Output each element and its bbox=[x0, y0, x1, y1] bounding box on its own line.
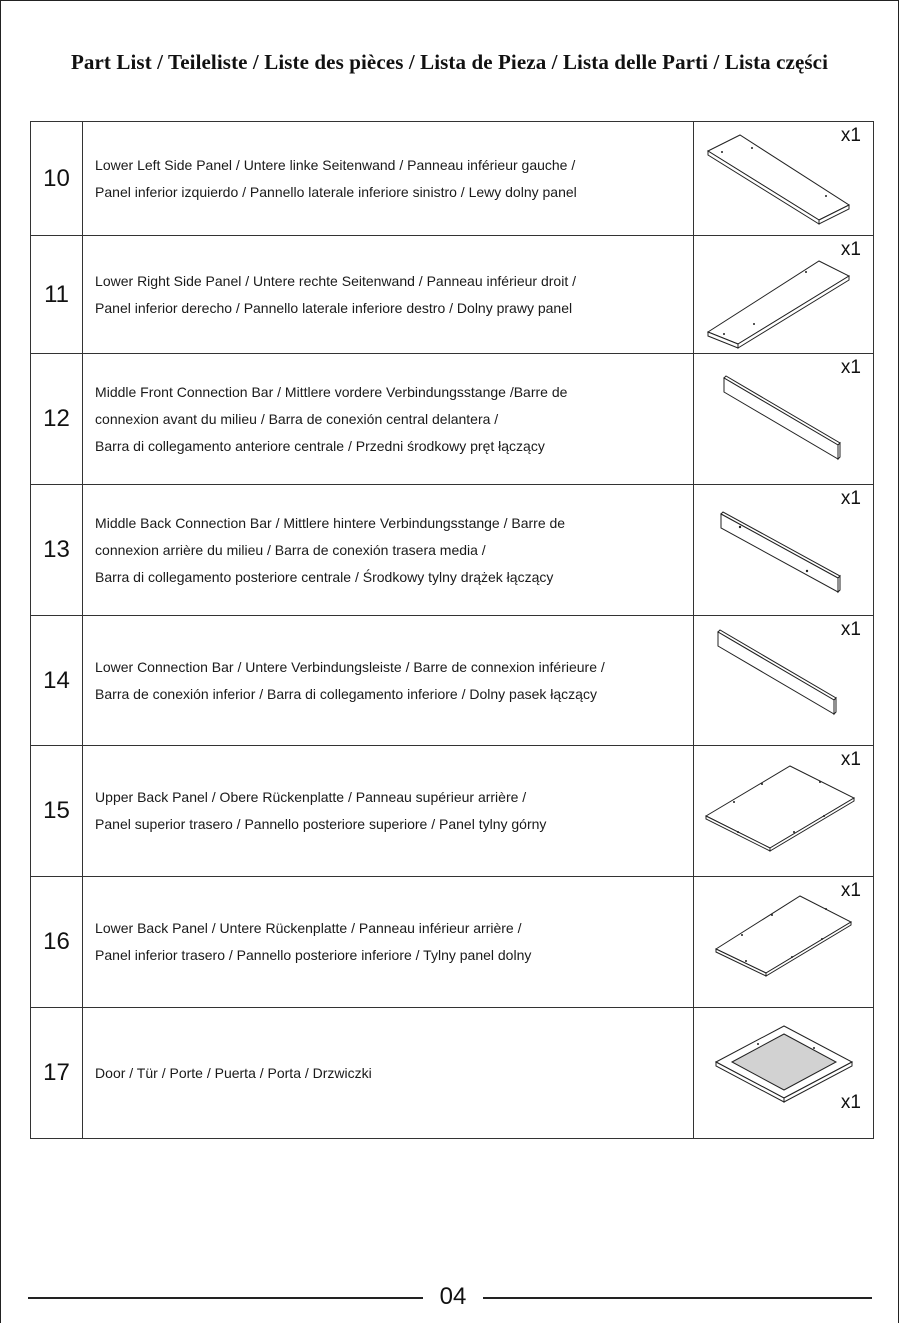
part-description: Lower Connection Bar / Untere Verbindungsleiste / Barre de connexion inférieure / Barra de conexión inferior / Barra di collegamento inferiore / Dolny pasek łączący bbox=[83, 616, 694, 746]
part-quantity: x1 bbox=[840, 239, 861, 260]
part-description: Door / Tür / Porte / Puerta / Porta / Drzwiczki bbox=[83, 1008, 694, 1139]
part-illustration-cell bbox=[693, 746, 873, 877]
part-description: Middle Front Connection Bar / Mittlere vordere Verbindungsstange /Barre de connexion avant du milieu / Barra de conexión central delantera / Barra di collegamento anteriore centrale / Przedni środkowy pręt łączący bbox=[83, 354, 694, 485]
table-row bbox=[31, 1008, 874, 1139]
door-panel-icon bbox=[694, 1008, 874, 1138]
part-description: Lower Left Side Panel / Untere linke Seitenwand / Panneau inférieur gauche / Panel inferior izquierdo / Pannello laterale inferiore sinistro / Lewy dolny panel bbox=[83, 122, 694, 236]
part-number: 13 bbox=[31, 485, 83, 616]
part-quantity: x1 bbox=[840, 488, 861, 509]
page-number: 04 bbox=[439, 1283, 467, 1310]
part-quantity: x1 bbox=[840, 357, 861, 378]
part-quantity: x1 bbox=[840, 619, 861, 640]
table-row bbox=[31, 746, 874, 877]
page-footer bbox=[28, 1283, 872, 1313]
footer-rule-left bbox=[28, 1297, 423, 1299]
part-number: 15 bbox=[31, 746, 83, 877]
part-description: Upper Back Panel / Obere Rückenplatte / Panneau supérieur arrière / Panel superior trasero / Pannello posteriore superiore / Panel tylny górny bbox=[83, 746, 694, 877]
parts-table bbox=[30, 121, 874, 1139]
part-illustration-cell bbox=[693, 485, 873, 616]
table-row bbox=[31, 354, 874, 485]
part-number: 17 bbox=[31, 1008, 83, 1139]
part-illustration-cell bbox=[693, 354, 873, 485]
part-illustration-cell bbox=[693, 122, 873, 236]
part-description: Lower Right Side Panel / Untere rechte Seitenwand / Panneau inférieur droit / Panel inferior derecho / Pannello laterale inferiore destro / Dolny prawy panel bbox=[83, 236, 694, 354]
part-illustration-cell bbox=[693, 1008, 873, 1139]
part-illustration-cell bbox=[693, 236, 873, 354]
page-title: Part List / Teileliste / Liste des pièces / Lista de Pieza / Lista delle Parti / Lista części bbox=[70, 50, 828, 74]
part-quantity: x1 bbox=[840, 880, 861, 901]
table-row bbox=[31, 877, 874, 1008]
part-quantity: x1 bbox=[840, 749, 861, 770]
part-number: 10 bbox=[31, 122, 83, 236]
part-number: 14 bbox=[31, 616, 83, 746]
table-row bbox=[31, 236, 874, 354]
part-illustration-cell bbox=[693, 616, 873, 746]
part-number: 11 bbox=[31, 236, 83, 354]
part-number: 12 bbox=[31, 354, 83, 485]
part-quantity: x1 bbox=[840, 125, 861, 146]
part-description: Lower Back Panel / Untere Rückenplatte / Panneau inférieur arrière / Panel inferior trasero / Pannello posteriore inferiore / Tylny panel dolny bbox=[83, 877, 694, 1008]
part-description: Middle Back Connection Bar / Mittlere hintere Verbindungsstange / Barre de connexion arrière du milieu / Barra de conexión trasera media / Barra di collegamento posteriore centrale / Środkowy tylny drążek łączący bbox=[83, 485, 694, 616]
table-row bbox=[31, 616, 874, 746]
table-row bbox=[31, 485, 874, 616]
part-illustration-cell bbox=[693, 877, 873, 1008]
part-number: 16 bbox=[31, 877, 83, 1008]
part-quantity: x1 bbox=[840, 1092, 861, 1113]
table-row bbox=[31, 122, 874, 236]
footer-rule-right bbox=[483, 1297, 872, 1299]
